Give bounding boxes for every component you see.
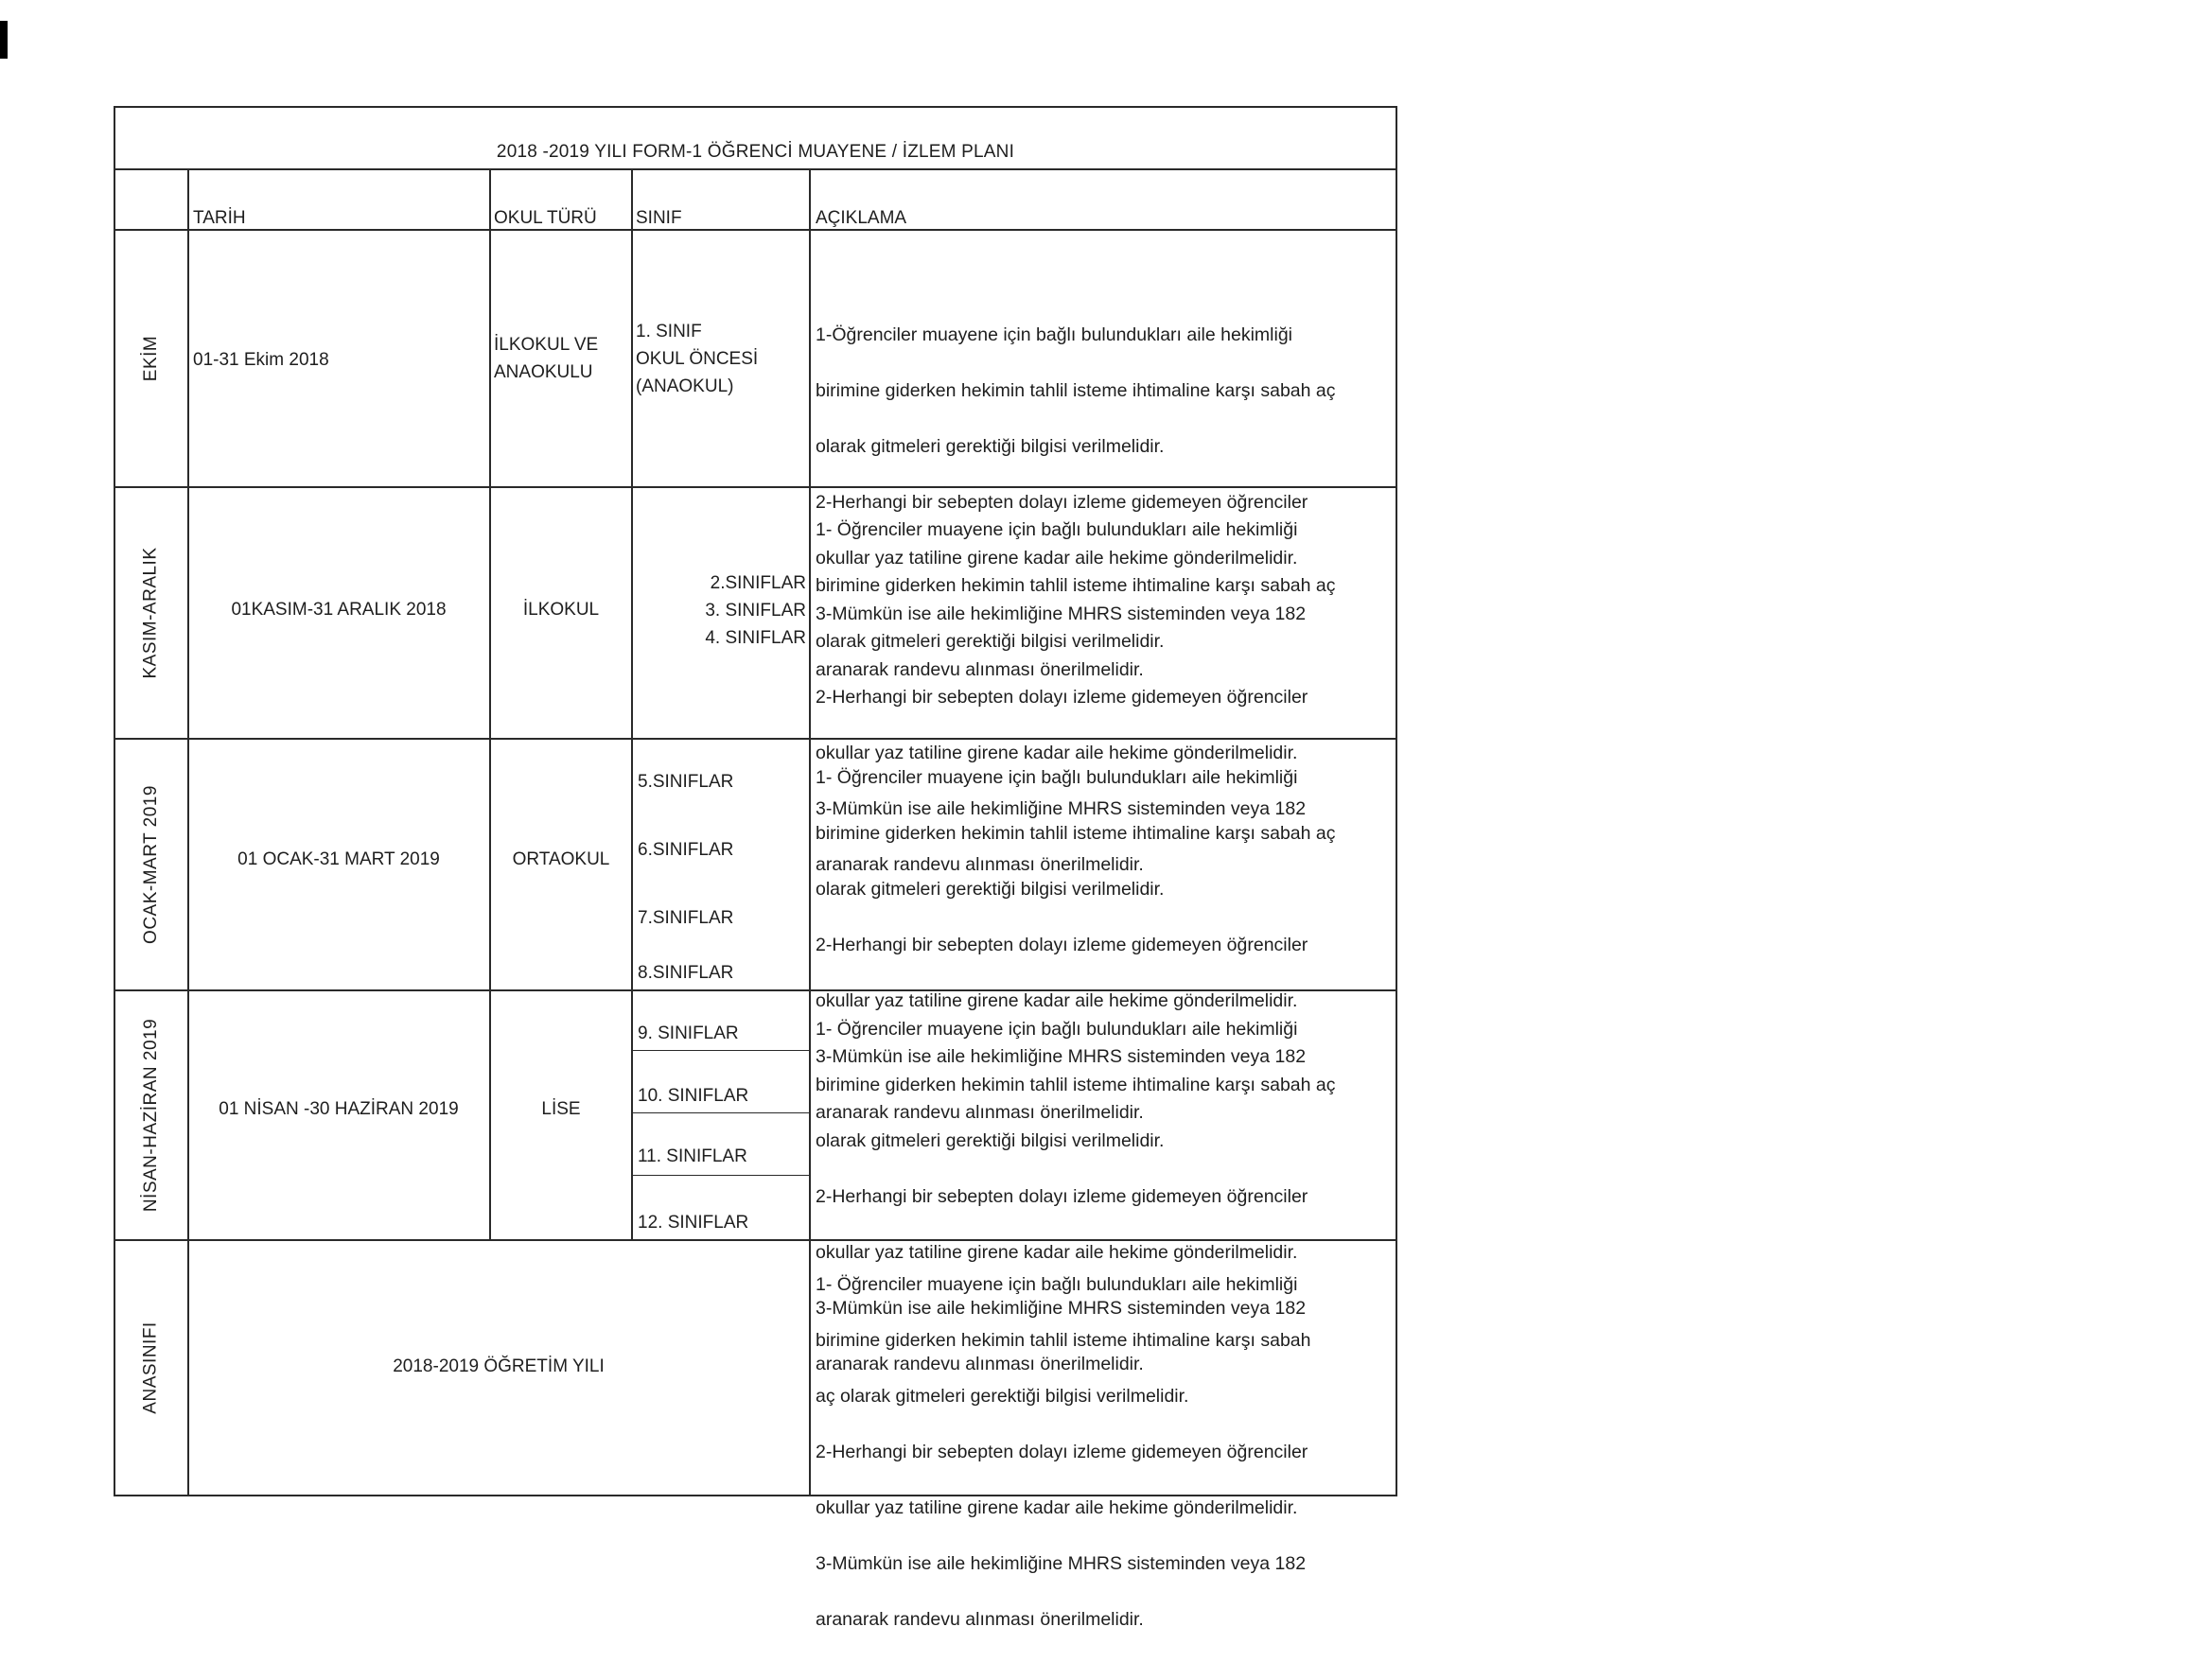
scan-edge-mark bbox=[0, 21, 8, 59]
sinif-5: 5.SINIFLAR bbox=[638, 772, 734, 792]
sinif-10: 10. SINIFLAR bbox=[638, 1086, 749, 1106]
okul-turu-ocak-mart: ORTAOKUL bbox=[512, 849, 610, 869]
month-label-kasim-aralik: KASIM-ARALIK bbox=[141, 547, 162, 679]
aciklama-anasinifi: 1- Öğrenciler muayene için bağlı bulundukları aile hekimliği birimine giderken hekimin tahlil isteme ihtimaline karşı sabah aç olarak gitmeleri gerektiği bilgisi verilmelidir. 2-Herhangi bir sebepten dolayı izleme gidemeyen öğrenciler okullar yaz tatiline girene kadar aile hekime gönderilmelidir. 3-Mümkün ise aile hekimliğine MHRS sisteminden veya 182 aranarak randevu alınması önerilmelidir. bbox=[816, 1273, 1311, 1630]
okul-turu-ekim: İLKOKUL VE ANAOKULU bbox=[494, 335, 599, 382]
okul-turu-kasim-aralik: İLKOKUL bbox=[522, 600, 600, 620]
header-tarih: TARİH bbox=[193, 208, 246, 228]
sinif-8: 8.SINIFLAR bbox=[638, 963, 734, 983]
aciklama-nisan-haziran: 1- Öğrenciler muayene için bağlı bulundukları aile hekimliği birimine giderken hekimin tahlil isteme ihtimaline karşı sabah aç olarak gitmeleri gerektiği bilgisi verilmelidir. 2-Herhangi bir sebepten dolayı izleme gidemeyen öğrenciler okullar yaz tatiline girene kadar aile hekime gönderilmelidir. 3-Mümkün ise aile hekimliğine MHRS sisteminden veya 182 aranarak randevu alınması önerilmelidir. bbox=[816, 1018, 1336, 1374]
sinif-6: 6.SINIFLAR bbox=[638, 840, 734, 860]
col-divider-month bbox=[187, 168, 189, 1495]
title-divider bbox=[115, 168, 1396, 170]
tarih-ekim: 01-31 Ekim 2018 bbox=[193, 350, 329, 370]
aciklama-kasim-aralik: 1- Öğrenciler muayene için bağlı bulundukları aile hekimliği birimine giderken hekimin tahlil isteme ihtimaline karşı sabah aç olarak gitmeleri gerektiği bilgisi verilmelidir. 2-Herhangi bir sebepten dolayı izleme gidemeyen öğrenciler okullar yaz tatiline girene kadar aile hekime gönderilmelidir. 3-Mümkün ise aile hekimliğine MHRS sisteminden veya 182 aranarak randevu alınması önerilmelidir. bbox=[816, 518, 1336, 875]
col-divider-okul bbox=[631, 168, 633, 1239]
tarih-anasinifi: 2018-2019 ÖĞRETİM YILI bbox=[393, 1356, 605, 1376]
sinif-divider-a bbox=[631, 1050, 809, 1051]
month-label-ekim: EKİM bbox=[140, 335, 161, 382]
month-label-anasinifi: ANASINIFI bbox=[141, 1321, 161, 1414]
header-aciklama: AÇIKLAMA bbox=[816, 208, 907, 228]
tarih-kasim-aralik: 01KASIM-31 ARALIK 2018 bbox=[231, 600, 447, 620]
col-divider-sinif bbox=[809, 168, 811, 1495]
table-title: 2018 -2019 YILI FORM-1 ÖĞRENCİ MUAYENE / İZLEM PLANI bbox=[496, 142, 1015, 162]
header-okul-turu: OKUL TÜRÜ bbox=[494, 208, 597, 228]
tarih-nisan-haziran: 01 NİSAN -30 HAZİRAN 2019 bbox=[219, 1099, 459, 1119]
month-label-nisan-haziran: NİSAN-HAZİRAN 2019 bbox=[141, 1018, 161, 1213]
sinif-divider-c bbox=[631, 1175, 809, 1176]
header-divider bbox=[115, 229, 1396, 231]
sinif-9: 9. SINIFLAR bbox=[638, 1023, 739, 1043]
header-sinif: SINIF bbox=[636, 208, 682, 228]
sinif-7: 7.SINIFLAR bbox=[638, 908, 734, 928]
sinif-divider-b bbox=[631, 1112, 809, 1113]
sinif-ekim: 1. SINIF OKUL ÖNCESİ (ANAOKUL) bbox=[636, 322, 759, 396]
sinif-11: 11. SINIFLAR bbox=[638, 1146, 747, 1166]
month-label-ocak-mart: OCAK-MART 2019 bbox=[141, 785, 161, 944]
aciklama-ekim: 1-Öğrenciler muayene için bağlı bulundukları aile hekimliği birimine giderken hekimin tahlil isteme ihtimaline karşı sabah aç olarak gitmeleri gerektiği bilgisi verilmelidir. 2-Herhangi bir sebepten dolayı izleme gidemeyen öğrenciler okullar yaz tatiline girene kadar aile hekime gönderilmelidir. 3-Mümkün ise aile hekimliğine MHRS sisteminden veya 182 aranarak randevu alınması önerilmelidir. bbox=[816, 324, 1336, 680]
col-divider-tarih bbox=[489, 168, 491, 1239]
tarih-ocak-mart: 01 OCAK-31 MART 2019 bbox=[237, 849, 440, 869]
sinif-kasim-aralik: 2.SINIFLAR 3. SINIFLAR 4. SINIFLAR bbox=[705, 573, 806, 648]
exam-plan-table bbox=[114, 106, 1397, 1630]
okul-turu-nisan-haziran: LİSE bbox=[541, 1099, 581, 1119]
sinif-12: 12. SINIFLAR bbox=[638, 1213, 749, 1233]
aciklama-ocak-mart: 1- Öğrenciler muayene için bağlı bulundukları aile hekimliği birimine giderken hekimin tahlil isteme ihtimaline karşı sabah aç olarak gitmeleri gerektiği bilgisi verilmelidir. 2-Herhangi bir sebepten dolayı izleme gidemeyen öğrenciler okullar yaz tatiline girene kadar aile hekime gönderilmelidir. 3-Mümkün ise aile hekimliğine MHRS sisteminden veya 182 aranarak randevu alınması önerilmelidir. bbox=[816, 766, 1336, 1123]
